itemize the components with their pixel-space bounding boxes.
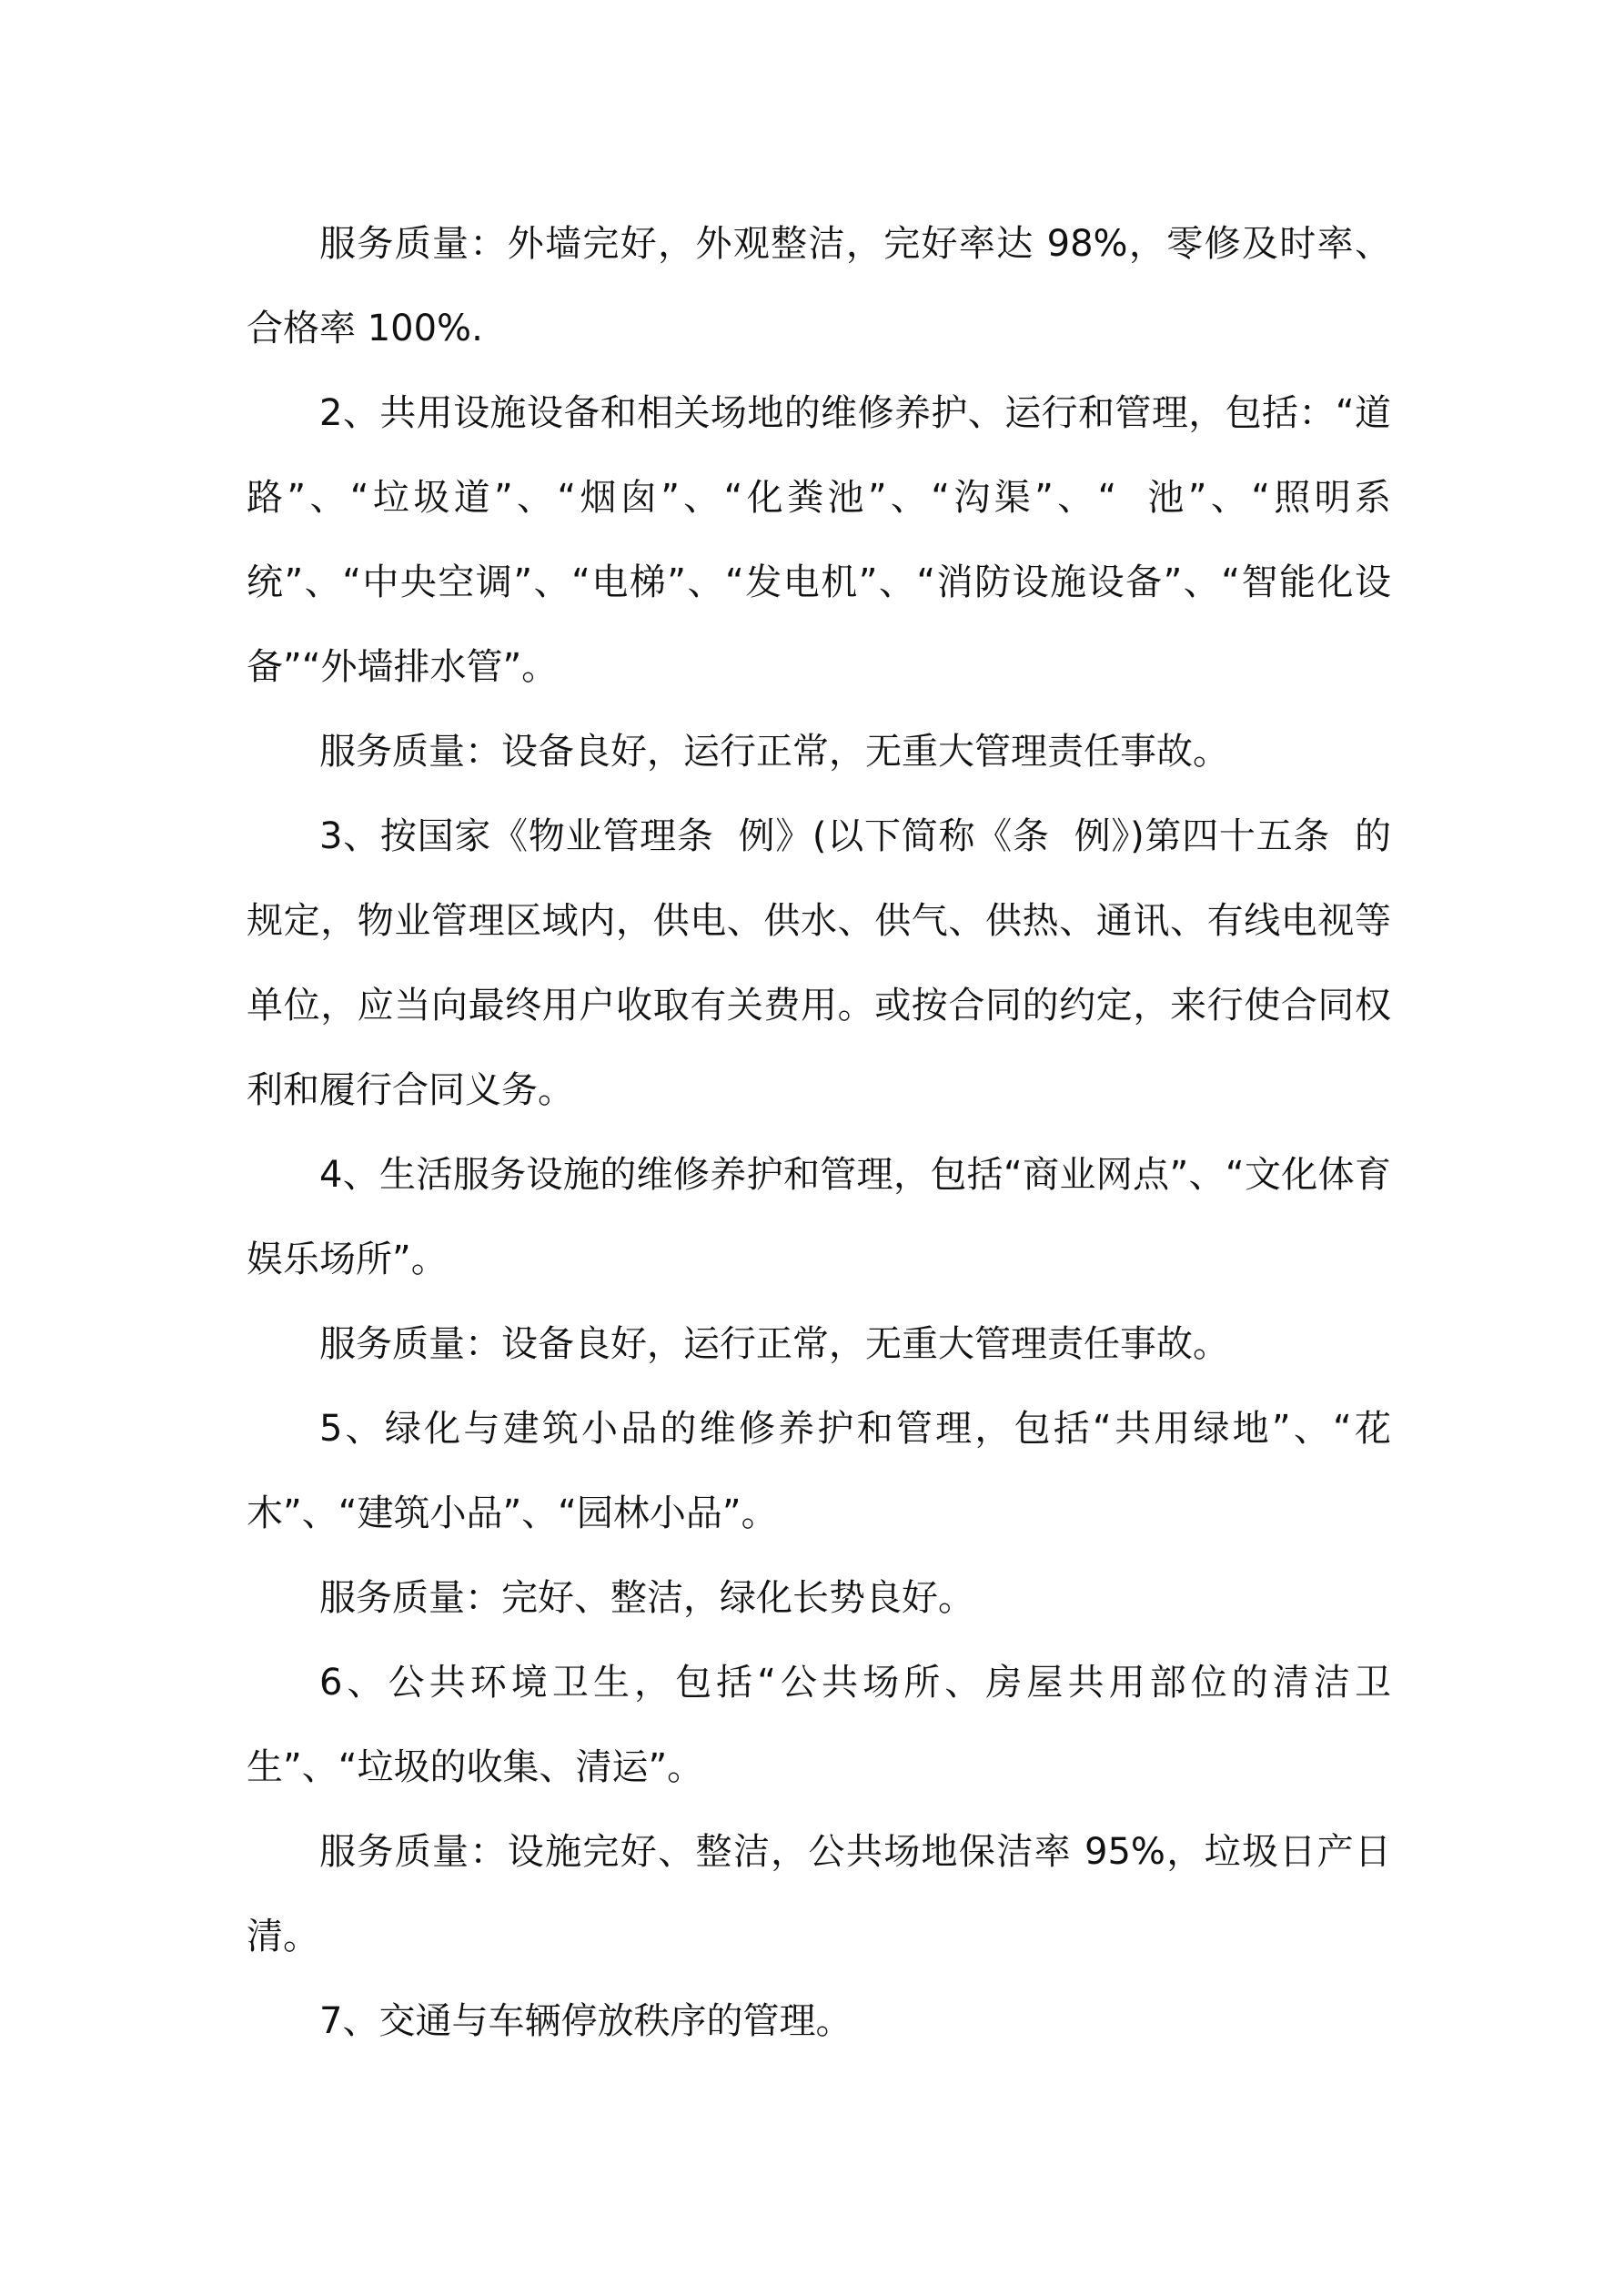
paragraph-item-2: 2、共用设施设备和相关场地的维修养护、运行和管理，包括：“道路”、“垃圾道”、“烟囱”、“化粪池”、“沟渠”、“ 池”、“照明系统”、“中央空调”、“电梯”、“发电机”、“消防设施设备”、“智能化设备”“外墙排水管”。 bbox=[247, 392, 1391, 688]
document-body bbox=[247, 202, 1391, 2064]
paragraph-quality-facilities: 服务质量：设备良好，运行正常，无重大管理责任事故。 bbox=[319, 1323, 1229, 1365]
paragraph-quality-sanitation: 服务质量：设施完好、整洁，公共场地保洁率 95%，垃圾日产日清。 bbox=[247, 1831, 1391, 1957]
paragraph-item-4: 4、生活服务设施的维修养护和管理，包括“商业网点”、“文化体育娱乐场所”。 bbox=[247, 1154, 1391, 1280]
paragraph-item-6: 6、公共环境卫生，包括“公共场所、房屋共用部位的清洁卫生”、“垃圾的收集、清运”。 bbox=[247, 1662, 1391, 1788]
paragraph-quality-equipment: 服务质量：设备良好，运行正常，无重大管理责任事故。 bbox=[319, 731, 1229, 773]
paragraph-quality-exterior: 服务质量：外墙完好，外观整洁，完好率达 98%，零修及时率、合格率 100%. bbox=[247, 223, 1391, 349]
paragraph-item-3: 3、按国家《物业管理条 例》(以下简称《条 例》)第四十五条 的规定，物业管理区域内，供电、供水、供气、供热、通讯、有线电视等单位，应当向最终用户收取有关费用。或按合同的约定，来行使合同权利和履行合同义务。 bbox=[247, 815, 1391, 1111]
paragraph-item-5: 5、绿化与建筑小品的维修养护和管理，包括“共用绿地”、“花木”、“建筑小品”、“园林小品”。 bbox=[247, 1408, 1391, 1534]
paragraph-quality-greening: 服务质量：完好、整洁，绿化长势良好。 bbox=[319, 1577, 974, 1619]
paragraph-item-7: 7、交通与车辆停放秩序的管理。 bbox=[319, 2000, 852, 2042]
